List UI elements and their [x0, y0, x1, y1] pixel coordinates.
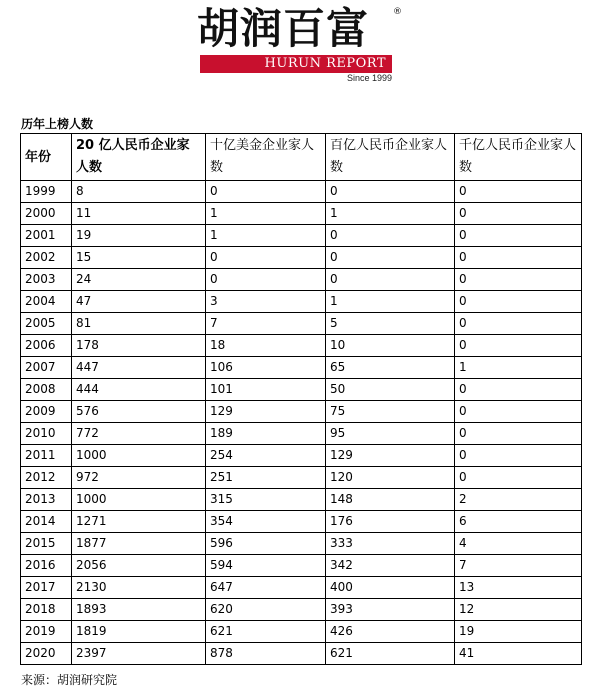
- cell-1b-usd: 3: [206, 291, 326, 313]
- header-1b-usd: 十亿美金企业家人数: [206, 134, 326, 181]
- cell-year: 2010: [21, 423, 72, 445]
- table-row: [21, 445, 582, 467]
- cell-10b-rmb: 333: [326, 533, 455, 555]
- cell-100b-rmb: 1: [455, 357, 582, 379]
- cell-1b-usd: 251: [206, 467, 326, 489]
- cell-2b-rmb: 81: [72, 313, 206, 335]
- cell-1b-usd: 18: [206, 335, 326, 357]
- cell-100b-rmb: 0: [455, 269, 582, 291]
- cell-2b-rmb: 447: [72, 357, 206, 379]
- table-body: [21, 181, 582, 665]
- table-row: [21, 423, 582, 445]
- logo-since-text: Since 1999: [346, 73, 392, 83]
- source-note: 来源：胡润研究院: [21, 673, 118, 687]
- cell-1b-usd: 1: [206, 225, 326, 247]
- cell-100b-rmb: 4: [455, 533, 582, 555]
- cell-1b-usd: 315: [206, 489, 326, 511]
- cell-10b-rmb: 75: [326, 401, 455, 423]
- cell-year: 2017: [21, 577, 72, 599]
- header-100b-rmb: 千亿人民币企业家人数: [455, 134, 582, 181]
- cell-year: 2004: [21, 291, 72, 313]
- cell-1b-usd: 596: [206, 533, 326, 555]
- table-row: [21, 269, 582, 291]
- cell-year: 1999: [21, 181, 72, 203]
- table-row: [21, 401, 582, 423]
- cell-10b-rmb: 621: [326, 643, 455, 665]
- cell-2b-rmb: 444: [72, 379, 206, 401]
- cell-10b-rmb: 1: [326, 291, 455, 313]
- table-header-row: [21, 134, 582, 181]
- registered-mark: ®: [393, 7, 402, 17]
- table-row: [21, 313, 582, 335]
- cell-100b-rmb: 13: [455, 577, 582, 599]
- table-row: [21, 181, 582, 203]
- cell-2b-rmb: 576: [72, 401, 206, 423]
- cell-2b-rmb: 1000: [72, 445, 206, 467]
- cell-year: 2019: [21, 621, 72, 643]
- cell-10b-rmb: 95: [326, 423, 455, 445]
- cell-1b-usd: 189: [206, 423, 326, 445]
- cell-10b-rmb: 129: [326, 445, 455, 467]
- cell-100b-rmb: 12: [455, 599, 582, 621]
- cell-year: 2016: [21, 555, 72, 577]
- cell-100b-rmb: 7: [455, 555, 582, 577]
- table-row: [21, 621, 582, 643]
- logo-english-banner: HURUN REPORT: [200, 55, 392, 73]
- cell-100b-rmb: 0: [455, 379, 582, 401]
- cell-2b-rmb: 2056: [72, 555, 206, 577]
- table-row: [21, 203, 582, 225]
- table-row: [21, 247, 582, 269]
- cell-10b-rmb: 5: [326, 313, 455, 335]
- cell-10b-rmb: 426: [326, 621, 455, 643]
- table-row: [21, 291, 582, 313]
- cell-10b-rmb: 120: [326, 467, 455, 489]
- cell-year: 2001: [21, 225, 72, 247]
- cell-1b-usd: 620: [206, 599, 326, 621]
- cell-10b-rmb: 0: [326, 247, 455, 269]
- cell-1b-usd: 354: [206, 511, 326, 533]
- cell-1b-usd: 878: [206, 643, 326, 665]
- cell-1b-usd: 106: [206, 357, 326, 379]
- cell-year: 2012: [21, 467, 72, 489]
- cell-10b-rmb: 65: [326, 357, 455, 379]
- cell-year: 2000: [21, 203, 72, 225]
- cell-2b-rmb: 1819: [72, 621, 206, 643]
- logo-chinese-name: 胡润百富: [197, 4, 370, 53]
- hurun-logo: [197, 6, 402, 84]
- table-row: [21, 489, 582, 511]
- cell-year: 2006: [21, 335, 72, 357]
- cell-1b-usd: 0: [206, 247, 326, 269]
- cell-100b-rmb: 0: [455, 467, 582, 489]
- cell-1b-usd: 0: [206, 181, 326, 203]
- cell-2b-rmb: 2130: [72, 577, 206, 599]
- cell-100b-rmb: 0: [455, 445, 582, 467]
- cell-10b-rmb: 10: [326, 335, 455, 357]
- cell-2b-rmb: 11: [72, 203, 206, 225]
- cell-1b-usd: 647: [206, 577, 326, 599]
- cell-100b-rmb: 41: [455, 643, 582, 665]
- table-row: [21, 555, 582, 577]
- cell-10b-rmb: 400: [326, 577, 455, 599]
- cell-2b-rmb: 1877: [72, 533, 206, 555]
- table-row: [21, 533, 582, 555]
- cell-100b-rmb: 0: [455, 181, 582, 203]
- cell-100b-rmb: 0: [455, 225, 582, 247]
- cell-100b-rmb: 6: [455, 511, 582, 533]
- cell-year: 2018: [21, 599, 72, 621]
- cell-1b-usd: 1: [206, 203, 326, 225]
- cell-10b-rmb: 1: [326, 203, 455, 225]
- cell-year: 2020: [21, 643, 72, 665]
- table-row: [21, 467, 582, 489]
- cell-1b-usd: 101: [206, 379, 326, 401]
- table-row: [21, 379, 582, 401]
- cell-100b-rmb: 0: [455, 291, 582, 313]
- cell-100b-rmb: 0: [455, 313, 582, 335]
- cell-2b-rmb: 1271: [72, 511, 206, 533]
- table-row: [21, 225, 582, 247]
- header-2b-rmb: 20 亿人民币企业家人数: [72, 134, 206, 181]
- table-row: [21, 511, 582, 533]
- cell-1b-usd: 594: [206, 555, 326, 577]
- cell-2b-rmb: 15: [72, 247, 206, 269]
- cell-10b-rmb: 50: [326, 379, 455, 401]
- cell-1b-usd: 0: [206, 269, 326, 291]
- cell-2b-rmb: 8: [72, 181, 206, 203]
- cell-year: 2014: [21, 511, 72, 533]
- table-row: [21, 335, 582, 357]
- cell-100b-rmb: 0: [455, 401, 582, 423]
- cell-year: 2002: [21, 247, 72, 269]
- cell-year: 2007: [21, 357, 72, 379]
- cell-10b-rmb: 0: [326, 269, 455, 291]
- cell-10b-rmb: 176: [326, 511, 455, 533]
- cell-1b-usd: 254: [206, 445, 326, 467]
- cell-2b-rmb: 47: [72, 291, 206, 313]
- section-title: 历年上榜人数: [21, 117, 94, 131]
- cell-100b-rmb: 2: [455, 489, 582, 511]
- header-10b-rmb: 百亿人民币企业家人数: [326, 134, 455, 181]
- cell-year: 2003: [21, 269, 72, 291]
- cell-2b-rmb: 1000: [72, 489, 206, 511]
- cell-2b-rmb: 2397: [72, 643, 206, 665]
- cell-year: 2011: [21, 445, 72, 467]
- cell-100b-rmb: 0: [455, 423, 582, 445]
- cell-1b-usd: 7: [206, 313, 326, 335]
- cell-10b-rmb: 342: [326, 555, 455, 577]
- cell-10b-rmb: 0: [326, 225, 455, 247]
- table-row: [21, 357, 582, 379]
- cell-2b-rmb: 772: [72, 423, 206, 445]
- cell-year: 2008: [21, 379, 72, 401]
- cell-10b-rmb: 393: [326, 599, 455, 621]
- cell-year: 2013: [21, 489, 72, 511]
- header-year: 年份: [21, 134, 72, 181]
- cell-2b-rmb: 19: [72, 225, 206, 247]
- table-row: [21, 577, 582, 599]
- billionaire-count-table: [20, 133, 582, 665]
- cell-year: 2005: [21, 313, 72, 335]
- cell-1b-usd: 129: [206, 401, 326, 423]
- cell-10b-rmb: 148: [326, 489, 455, 511]
- cell-year: 2009: [21, 401, 72, 423]
- table-row: [21, 599, 582, 621]
- cell-100b-rmb: 0: [455, 203, 582, 225]
- cell-2b-rmb: 178: [72, 335, 206, 357]
- cell-2b-rmb: 1893: [72, 599, 206, 621]
- cell-100b-rmb: 19: [455, 621, 582, 643]
- cell-2b-rmb: 24: [72, 269, 206, 291]
- cell-100b-rmb: 0: [455, 335, 582, 357]
- cell-year: 2015: [21, 533, 72, 555]
- table-row: [21, 643, 582, 665]
- cell-1b-usd: 621: [206, 621, 326, 643]
- cell-100b-rmb: 0: [455, 247, 582, 269]
- cell-10b-rmb: 0: [326, 181, 455, 203]
- cell-2b-rmb: 972: [72, 467, 206, 489]
